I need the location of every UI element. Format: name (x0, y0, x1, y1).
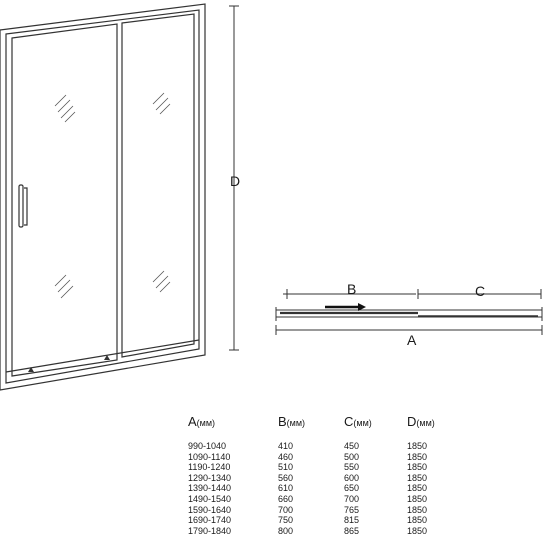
dimension-label-d: D (230, 173, 241, 189)
cell-b: 700 (278, 504, 294, 515)
glass-reflections (55, 93, 170, 298)
dimension-label-c: C (475, 283, 486, 299)
cell-a: 1390-1440 (188, 483, 232, 494)
cell-a: 1290-1340 (188, 472, 232, 483)
bottom-rail (6, 340, 199, 372)
table-row (178, 505, 457, 516)
cell-d: 1850 (407, 472, 428, 483)
cell-b: 800 (278, 525, 294, 536)
cell-a: 1090-1140 (188, 451, 231, 462)
table-row (178, 526, 457, 537)
reflection-mark (55, 95, 75, 122)
cell-c: 600 (344, 472, 360, 483)
table-row (178, 515, 457, 526)
glass-panel-right (122, 14, 194, 357)
column-unit: (мм) (286, 418, 306, 428)
cell-b: 660 (278, 493, 294, 504)
cell-b: 410 (278, 441, 294, 451)
door-inner-frame (6, 10, 199, 383)
cell-d: 1850 (407, 483, 428, 494)
cell-b: 510 (278, 462, 294, 473)
cell-d: 1850 (407, 525, 428, 536)
table-row (178, 483, 457, 494)
glass-panel-left (12, 24, 117, 376)
dimensions-table (178, 414, 457, 536)
table-header-row (178, 414, 457, 441)
cell-a: 1190-1240 (188, 462, 231, 473)
cell-d: 1850 (407, 451, 428, 462)
cell-a: 1590-1640 (188, 504, 232, 515)
column-header-b (270, 414, 338, 441)
dimension-label-a: A (407, 332, 417, 348)
cell-c: 815 (344, 515, 360, 526)
door-plan-view (276, 289, 542, 335)
cell-c: 650 (344, 483, 360, 494)
table-row (178, 473, 457, 484)
cell-c: 550 (344, 462, 360, 473)
column-letter: C (344, 414, 354, 429)
door-handle-bar (19, 185, 23, 227)
table-row (178, 462, 457, 473)
cell-c: 700 (344, 493, 360, 504)
cell-c: 500 (344, 451, 360, 462)
cell-d: 1850 (407, 515, 428, 526)
cell-a: 1790-1840 (188, 525, 232, 536)
column-header-c (338, 414, 399, 441)
dimension-label-b: B (347, 281, 357, 297)
column-letter: B (278, 414, 287, 429)
cell-a: 990-1040 (188, 441, 227, 451)
door-outer-frame (0, 4, 205, 390)
cell-c: 865 (344, 525, 360, 536)
column-unit: (мм) (196, 418, 216, 428)
column-letter: D (407, 414, 417, 429)
door-front-view (0, 4, 205, 390)
cell-d: 1850 (407, 441, 428, 451)
cell-b: 610 (278, 483, 294, 494)
column-header-d (399, 414, 457, 441)
cell-b: 560 (278, 472, 294, 483)
cell-c: 450 (344, 441, 360, 451)
cell-a: 1490-1540 (188, 493, 232, 504)
cell-d: 1850 (407, 462, 428, 473)
reflection-mark (153, 93, 170, 114)
cell-b: 460 (278, 451, 294, 462)
table-row (178, 494, 457, 505)
column-letter: A (188, 414, 197, 429)
reflection-mark (55, 275, 73, 298)
cell-c: 765 (344, 504, 360, 515)
door-handle (24, 188, 27, 225)
reflection-mark (153, 271, 170, 292)
cell-d: 1850 (407, 493, 428, 504)
column-unit: (мм) (353, 418, 372, 428)
column-header-a (178, 414, 270, 441)
column-unit: (мм) (416, 418, 435, 428)
cell-a: 1690-1740 (188, 515, 232, 526)
table-row (178, 452, 457, 463)
cell-d: 1850 (407, 504, 428, 515)
cell-b: 750 (278, 515, 294, 526)
table-row (178, 441, 457, 452)
